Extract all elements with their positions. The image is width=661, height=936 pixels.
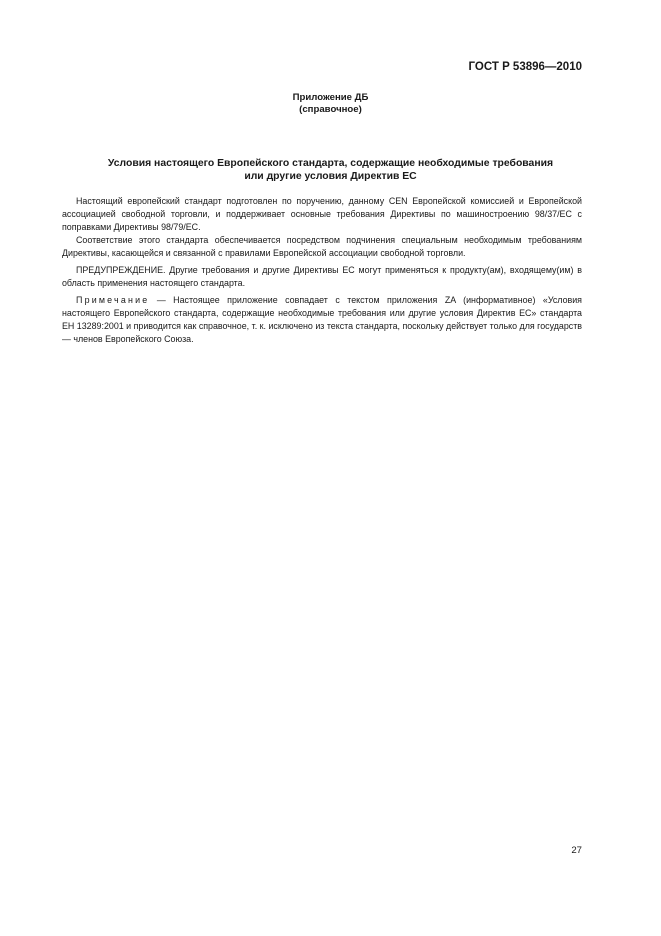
annex-heading: [0, 92, 661, 116]
paragraph-compliance: Соответствие этого стандарта обеспечивается посредством подчинения специальным необходимым требованиям Директивы, касающейся и связанной с правилами Европейской ассоциации свободной торговли.: [62, 235, 582, 258]
page-number: 27: [571, 845, 582, 856]
document-title: [60, 157, 601, 183]
annex-kind: (справочное): [299, 104, 362, 115]
paragraph-warning: ПРЕДУПРЕЖДЕНИЕ. Другие требования и другие Директивы ЕС могут применяться к продукту(ам), входящему(им) в область применения настоящего стандарта.: [62, 265, 582, 288]
document-title-line-1: Условия настоящего Европейского стандарта, содержащие необходимые требования: [107, 158, 554, 169]
standard-code: ГОСТ Р 53896—2010: [468, 61, 582, 73]
document-body: [62, 195, 582, 346]
document-title-line-2: или другие условия Директив ЕС: [244, 171, 417, 182]
paragraph-scope: Настоящий европейский стандарт подготовлен по поручению, данному CEN Европейской комиссией и Европейской ассоциацией свободной торговли, и поддерживает основные требования Директивы по машиностроению 98/37/ЕС с поправками Директивы 98/79/ЕС.: [62, 196, 582, 232]
note-paragraph: [62, 294, 582, 346]
note-text: — Настоящее приложение совпадает с текстом приложения ZA (информативное) «Условия настоящего Европейского стандарта, содержащие необходимые требования или другие условия Директив ЕС» стандарта ЕН 13289:2001 и приводится как справочное, т. к. исключено из текста стандарта, поскольку действует только для государств — членов Европейского Союза.: [62, 295, 582, 344]
note-label: Примечание: [76, 295, 150, 305]
annex-title: Приложение ДБ: [292, 92, 369, 103]
